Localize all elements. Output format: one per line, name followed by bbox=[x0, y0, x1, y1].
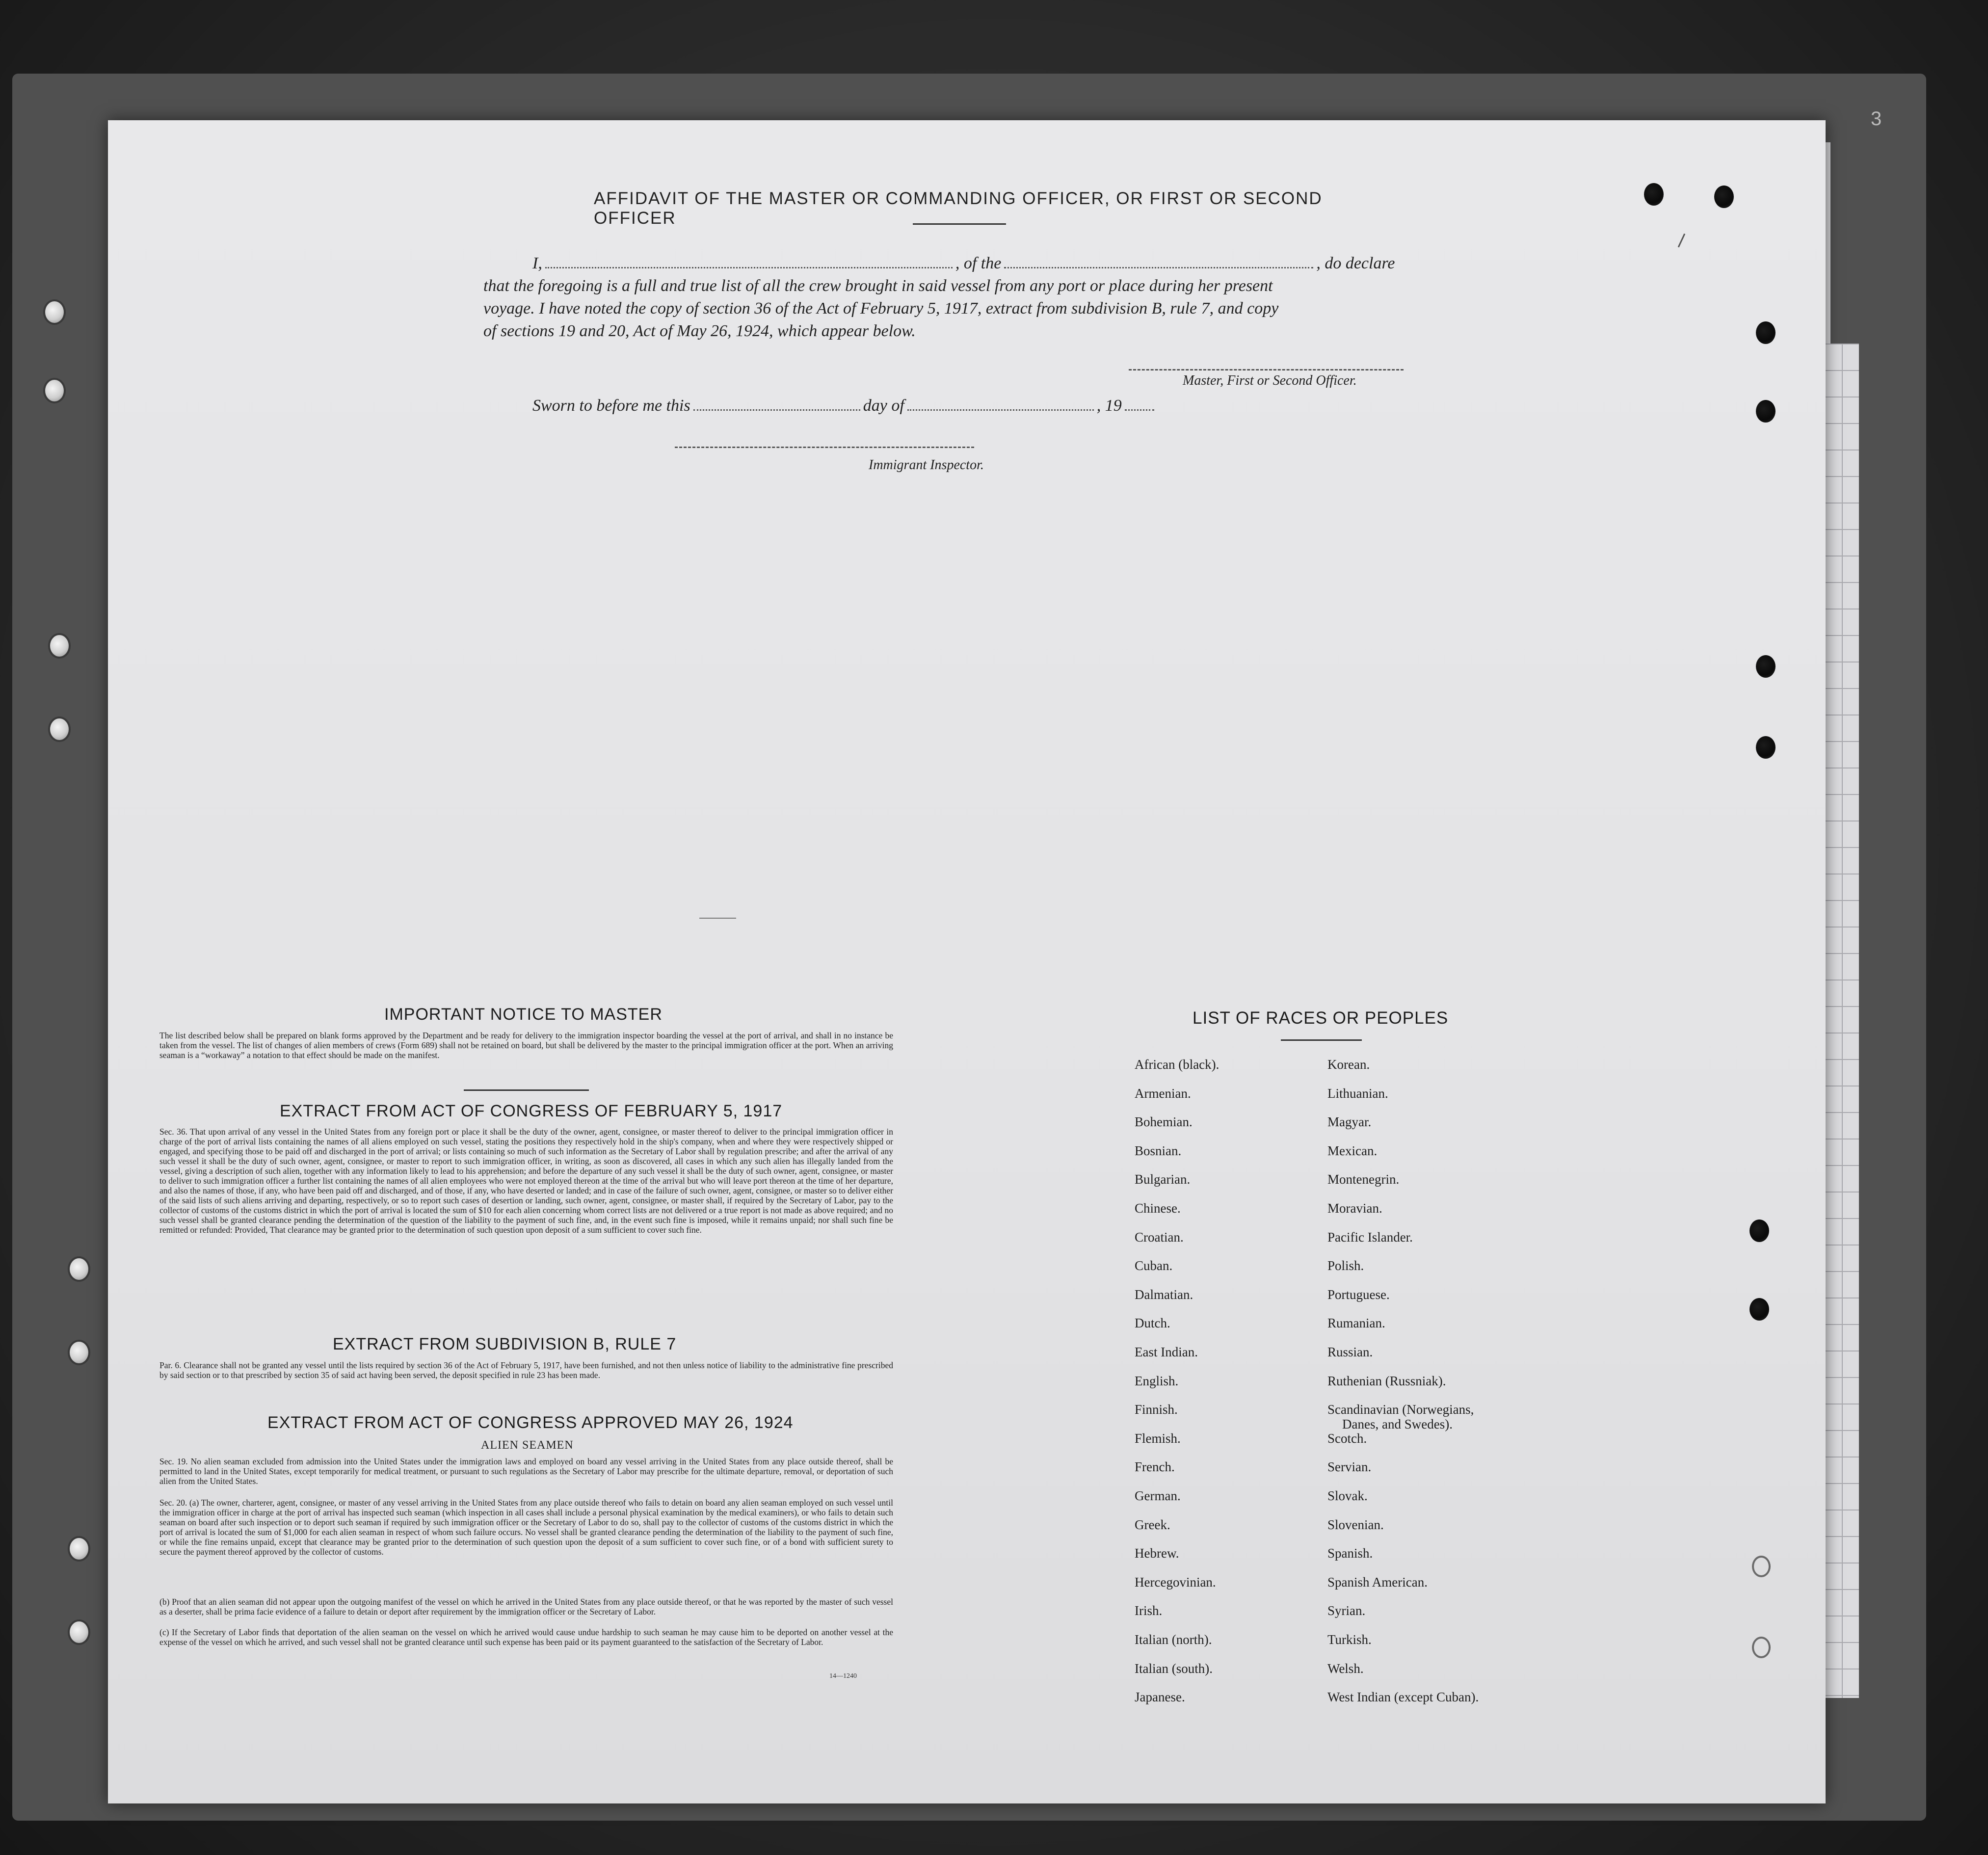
binder-hole bbox=[68, 1256, 90, 1282]
race-item: African (black). bbox=[1135, 1057, 1219, 1072]
races-divider bbox=[1281, 1039, 1362, 1041]
race-item: Hercegovinian. bbox=[1135, 1575, 1216, 1590]
day-blank[interactable] bbox=[693, 409, 860, 411]
binder-hole bbox=[48, 633, 71, 659]
race-item: Rumanian. bbox=[1327, 1316, 1385, 1330]
race-item: Danes, and Swedes). bbox=[1342, 1417, 1453, 1431]
punch-hole bbox=[1752, 1556, 1771, 1577]
binder-hole bbox=[68, 1340, 90, 1365]
day-of-label: day of bbox=[863, 397, 904, 415]
sworn-line bbox=[532, 397, 1157, 415]
binder-hole bbox=[68, 1619, 90, 1645]
race-item: Dutch. bbox=[1135, 1316, 1170, 1330]
binder-hole bbox=[43, 299, 66, 325]
punch-hole bbox=[1644, 183, 1664, 206]
race-item: Pacific Islander. bbox=[1327, 1230, 1413, 1245]
of-the-label: , of the bbox=[955, 254, 1002, 272]
extract-1917-text: Sec. 36. That upon arrival of any vessel in the United States from any foreign port or place it shall be the duty of the owner, agent, consignee, or master thereof to deliver to the principal immigration officer in charge of the port of arrival lists containing the names of all aliens employed on such vessel, stating the positions they respectively hold in the ship's company, when and where they were respectively shipped or engaged, and specifying those to be paid off and discharged in the port of arrival; or lists containing so much of such information as the Secretary of Labor shall by regulation prescribe; and after the arrival of any such vessel it shall be the duty of such owner, agent, consignee, or master to report to such immigration officer, in writing, as soon as discovered, all cases in which any such alien has illegally landed from the vessel, giving a description of such alien, together with any information likely to lead to his apprehension; and before the departure of any such vessel it shall be the duty of such owner, agent, consignee, or master to deliver to such immigration officer a further list containing the names of all alien employees who were not employed thereon at the time of the arrival but who will leave port thereon at the time of her departure, and also the names of those, if any, who have been paid off and discharged, and of those, if any, who have deserted or landed; and in case of the failure of such owner, agent, consignee, or master so to deliver either of the said lists of such aliens arriving and departing, respectively, or so to report such cases of desertion or landing, such owner, agent, consignee, or master shall, if required by the Secretary of Labor, pay to the collector of customs of the customs district in which the port of arrival is located the sum of $10 for each alien concerning whom correct lists are not delivered or a true report is not made as above required; and no such vessel shall be granted clearance pending the determination of the question of the liability to the payment of such fine, and, in the event such fine is imposed, while it remains unpaid; nor shall such fine be remitted or refunded: Provided, That clearance may be granted prior to the determination of such question upon deposit of a sum sufficient to cover such fine. bbox=[159, 1127, 893, 1235]
race-item: Moravian. bbox=[1327, 1201, 1382, 1216]
extract-1924-title: EXTRACT FROM ACT OF CONGRESS APPROVED MAY 26, 1924 bbox=[267, 1413, 794, 1432]
race-item: Chinese. bbox=[1135, 1201, 1181, 1216]
race-item: Italian (south). bbox=[1135, 1661, 1213, 1676]
affidavit-title: AFFIDAVIT OF THE MASTER OR COMMANDING OFFICER, OR FIRST OR SECOND OFFICER bbox=[594, 189, 1323, 228]
race-item: Bohemian. bbox=[1135, 1114, 1193, 1129]
master-signature-line[interactable] bbox=[1129, 369, 1404, 372]
race-item: Lithuanian. bbox=[1327, 1086, 1388, 1101]
race-item: Portuguese. bbox=[1327, 1287, 1390, 1302]
race-item: Greek. bbox=[1135, 1517, 1170, 1532]
race-item: Japanese. bbox=[1135, 1690, 1185, 1704]
punch-hole bbox=[1714, 186, 1734, 208]
race-item: West Indian (except Cuban). bbox=[1327, 1690, 1479, 1704]
race-item: Turkish. bbox=[1327, 1632, 1372, 1647]
race-item: Syrian. bbox=[1327, 1603, 1366, 1618]
race-item: Montenegrin. bbox=[1327, 1172, 1400, 1187]
race-item: Italian (north). bbox=[1135, 1632, 1212, 1647]
vessel-blank[interactable] bbox=[1004, 267, 1313, 268]
punch-hole bbox=[1749, 1298, 1769, 1321]
race-item: English. bbox=[1135, 1374, 1179, 1388]
race-item: Welsh. bbox=[1327, 1661, 1364, 1676]
binder-hole bbox=[43, 378, 66, 403]
race-item: Cuban. bbox=[1135, 1258, 1173, 1273]
race-item: Dalmatian. bbox=[1135, 1287, 1193, 1302]
punch-hole bbox=[1756, 655, 1776, 678]
race-item: Croatian. bbox=[1135, 1230, 1184, 1245]
master-caption: Master, First or Second Officer. bbox=[1183, 373, 1357, 388]
punch-hole bbox=[1756, 321, 1776, 344]
do-declare-label: , do declare bbox=[1316, 254, 1395, 272]
form-number: 14—1240 bbox=[829, 1672, 857, 1680]
race-item: Mexican. bbox=[1327, 1143, 1378, 1158]
month-blank[interactable] bbox=[907, 409, 1094, 411]
race-item: Russian. bbox=[1327, 1345, 1373, 1359]
title-divider bbox=[913, 223, 1006, 225]
race-item: Bulgarian. bbox=[1135, 1172, 1191, 1187]
race-item: Polish. bbox=[1327, 1258, 1364, 1273]
punch-hole bbox=[1749, 1219, 1769, 1242]
name-blank[interactable] bbox=[545, 267, 953, 268]
section-20c-text: (c) If the Secretary of Labor finds that deportation of the alien seaman on the vessel on which he arrived would cause undue hardship to such seaman he may cause him to be deported on another vessel at the expense of the vessel on which he arrived, and such vessel shall not be granted clearance until such expense has been paid or its payment guaranteed to the satisfaction of the Secretary of Labor. bbox=[159, 1627, 893, 1647]
affidavit-text-line: that the foregoing is a full and true list of all the crew brought in said vessel from any port or place during her present bbox=[483, 277, 1273, 295]
pencil-mark bbox=[1678, 234, 1685, 247]
section-19-text: Sec. 19. No alien seaman excluded from admission into the United States under the immigration laws and employed on board any vessel arriving in the United States from any place outside thereof, shall be permitted to land in the United States, except temporarily for medical treatment, or pursuant to such regulations as the Secretary of Labor may prescribe for the ultimate departure, removal, or deportation of such alien from the United States. bbox=[159, 1457, 893, 1486]
alien-seamen-subtitle: ALIEN SEAMEN bbox=[481, 1439, 574, 1452]
race-item: Ruthenian (Russniak). bbox=[1327, 1374, 1446, 1388]
affidavit-text-line: of sections 19 and 20, Act of May 26, 1924, which appear below. bbox=[483, 322, 916, 340]
stray-mark bbox=[699, 918, 736, 919]
section-20a-text: Sec. 20. (a) The owner, charterer, agent, consignee, or master of any vessel arriving in the United States from any place outside thereof who fails to detain on board any alien seaman employed on such vessel until the immigration officer in charge at the port of arrival has inspected such seaman (which inspection in all cases shall include a personal physical examination by the medical examiners), or who fails to detain such seaman on board after such inspection or to deport such seaman if required by such immigration officer or the Secretary of Labor to do so, shall pay to the collector of customs of the customs district in which the port of arrival is located the sum of $1,000 for each alien seaman in respect of whom such failure occurs. No vessel shall be granted clearance pending the determination of the liability to the payment of such fine, or while the fine remains unpaid, except that clearance may be granted prior to the determination of such question upon the deposit of a sum sufficient to cover such fine, or of a bond with sufficient surety to secure the payment thereof approved by the collector of customs. bbox=[159, 1498, 893, 1557]
race-item: Flemish. bbox=[1135, 1431, 1181, 1446]
corner-mark: 3 bbox=[1871, 108, 1882, 130]
year-label: , 19 bbox=[1096, 397, 1122, 415]
race-item: Slovak. bbox=[1327, 1488, 1368, 1503]
race-item: Irish. bbox=[1135, 1603, 1163, 1618]
notice-title: IMPORTANT NOTICE TO MASTER bbox=[384, 1005, 663, 1024]
race-item: German. bbox=[1135, 1488, 1181, 1503]
section-divider bbox=[464, 1089, 589, 1091]
rule-7-title: EXTRACT FROM SUBDIVISION B, RULE 7 bbox=[333, 1335, 677, 1353]
race-item: Spanish American. bbox=[1327, 1575, 1428, 1590]
year-blank[interactable] bbox=[1125, 409, 1154, 411]
races-title: LIST OF RACES OR PEOPLES bbox=[1193, 1008, 1449, 1028]
inspector-caption: Immigrant Inspector. bbox=[869, 457, 984, 473]
punch-hole bbox=[1752, 1637, 1771, 1658]
binder-hole bbox=[68, 1536, 90, 1562]
i-label: I, bbox=[532, 254, 542, 272]
race-item: Slovenian. bbox=[1327, 1517, 1384, 1532]
affidavit-text-line: voyage. I have noted the copy of section 36 of the Act of February 5, 1917, extract from subdivision B, rule 7, and copy bbox=[483, 299, 1279, 318]
race-item: French. bbox=[1135, 1459, 1175, 1474]
punch-hole bbox=[1756, 400, 1776, 423]
affidavit-declaration-line bbox=[532, 254, 1395, 273]
extract-1917-title: EXTRACT FROM ACT OF CONGRESS OF FEBRUARY 5, 1917 bbox=[280, 1102, 783, 1120]
race-item: Spanish. bbox=[1327, 1546, 1373, 1561]
race-item: Korean. bbox=[1327, 1057, 1370, 1072]
inspector-signature-line[interactable] bbox=[675, 447, 974, 450]
punch-hole bbox=[1756, 736, 1776, 759]
race-item: Finnish. bbox=[1135, 1402, 1178, 1417]
race-item: Scotch. bbox=[1327, 1431, 1367, 1446]
race-item: Armenian. bbox=[1135, 1086, 1191, 1101]
rule-7-text: Par. 6. Clearance shall not be granted any vessel until the lists required by section 36 of the Act of February 5, 1917, have been furnished, and not then unless notice of liability to the administrative fine prescribed by said section or to that prescribed by section 35 of said act having been served, the deposit specified in rule 23 has been made. bbox=[159, 1360, 893, 1380]
race-item: Servian. bbox=[1327, 1459, 1372, 1474]
section-20b-text: (b) Proof that an alien seaman did not appear upon the outgoing manifest of the vessel on which he arrived in the United States from any place outside thereof, or that he was reported by the master of such vessel as a deserter, shall be prima facie evidence of a failure to detain or deport after requirement by the immigration officer or the Secretary of Labor. bbox=[159, 1597, 893, 1616]
notice-text: The list described below shall be prepared on blank forms approved by the Department and be ready for delivery to the immigration inspector boarding the vessel at the port of arrival, and shall in no instance be taken from the vessel. The list of changes of alien members of crews (Form 689) shall not be retained on board, but shall be delivered by the master to the principal immigration officer at the port. When an arriving seaman is a “workaway” a notation to that effect should be made on the manifest. bbox=[159, 1031, 893, 1060]
race-item: Hebrew. bbox=[1135, 1546, 1179, 1561]
sworn-label: Sworn to before me this bbox=[532, 397, 690, 415]
race-item: Magyar. bbox=[1327, 1114, 1372, 1129]
binder-hole bbox=[48, 716, 71, 742]
race-item: Bosnian. bbox=[1135, 1143, 1182, 1158]
race-item: Scandinavian (Norwegians, bbox=[1327, 1402, 1474, 1417]
race-item: East Indian. bbox=[1135, 1345, 1198, 1359]
